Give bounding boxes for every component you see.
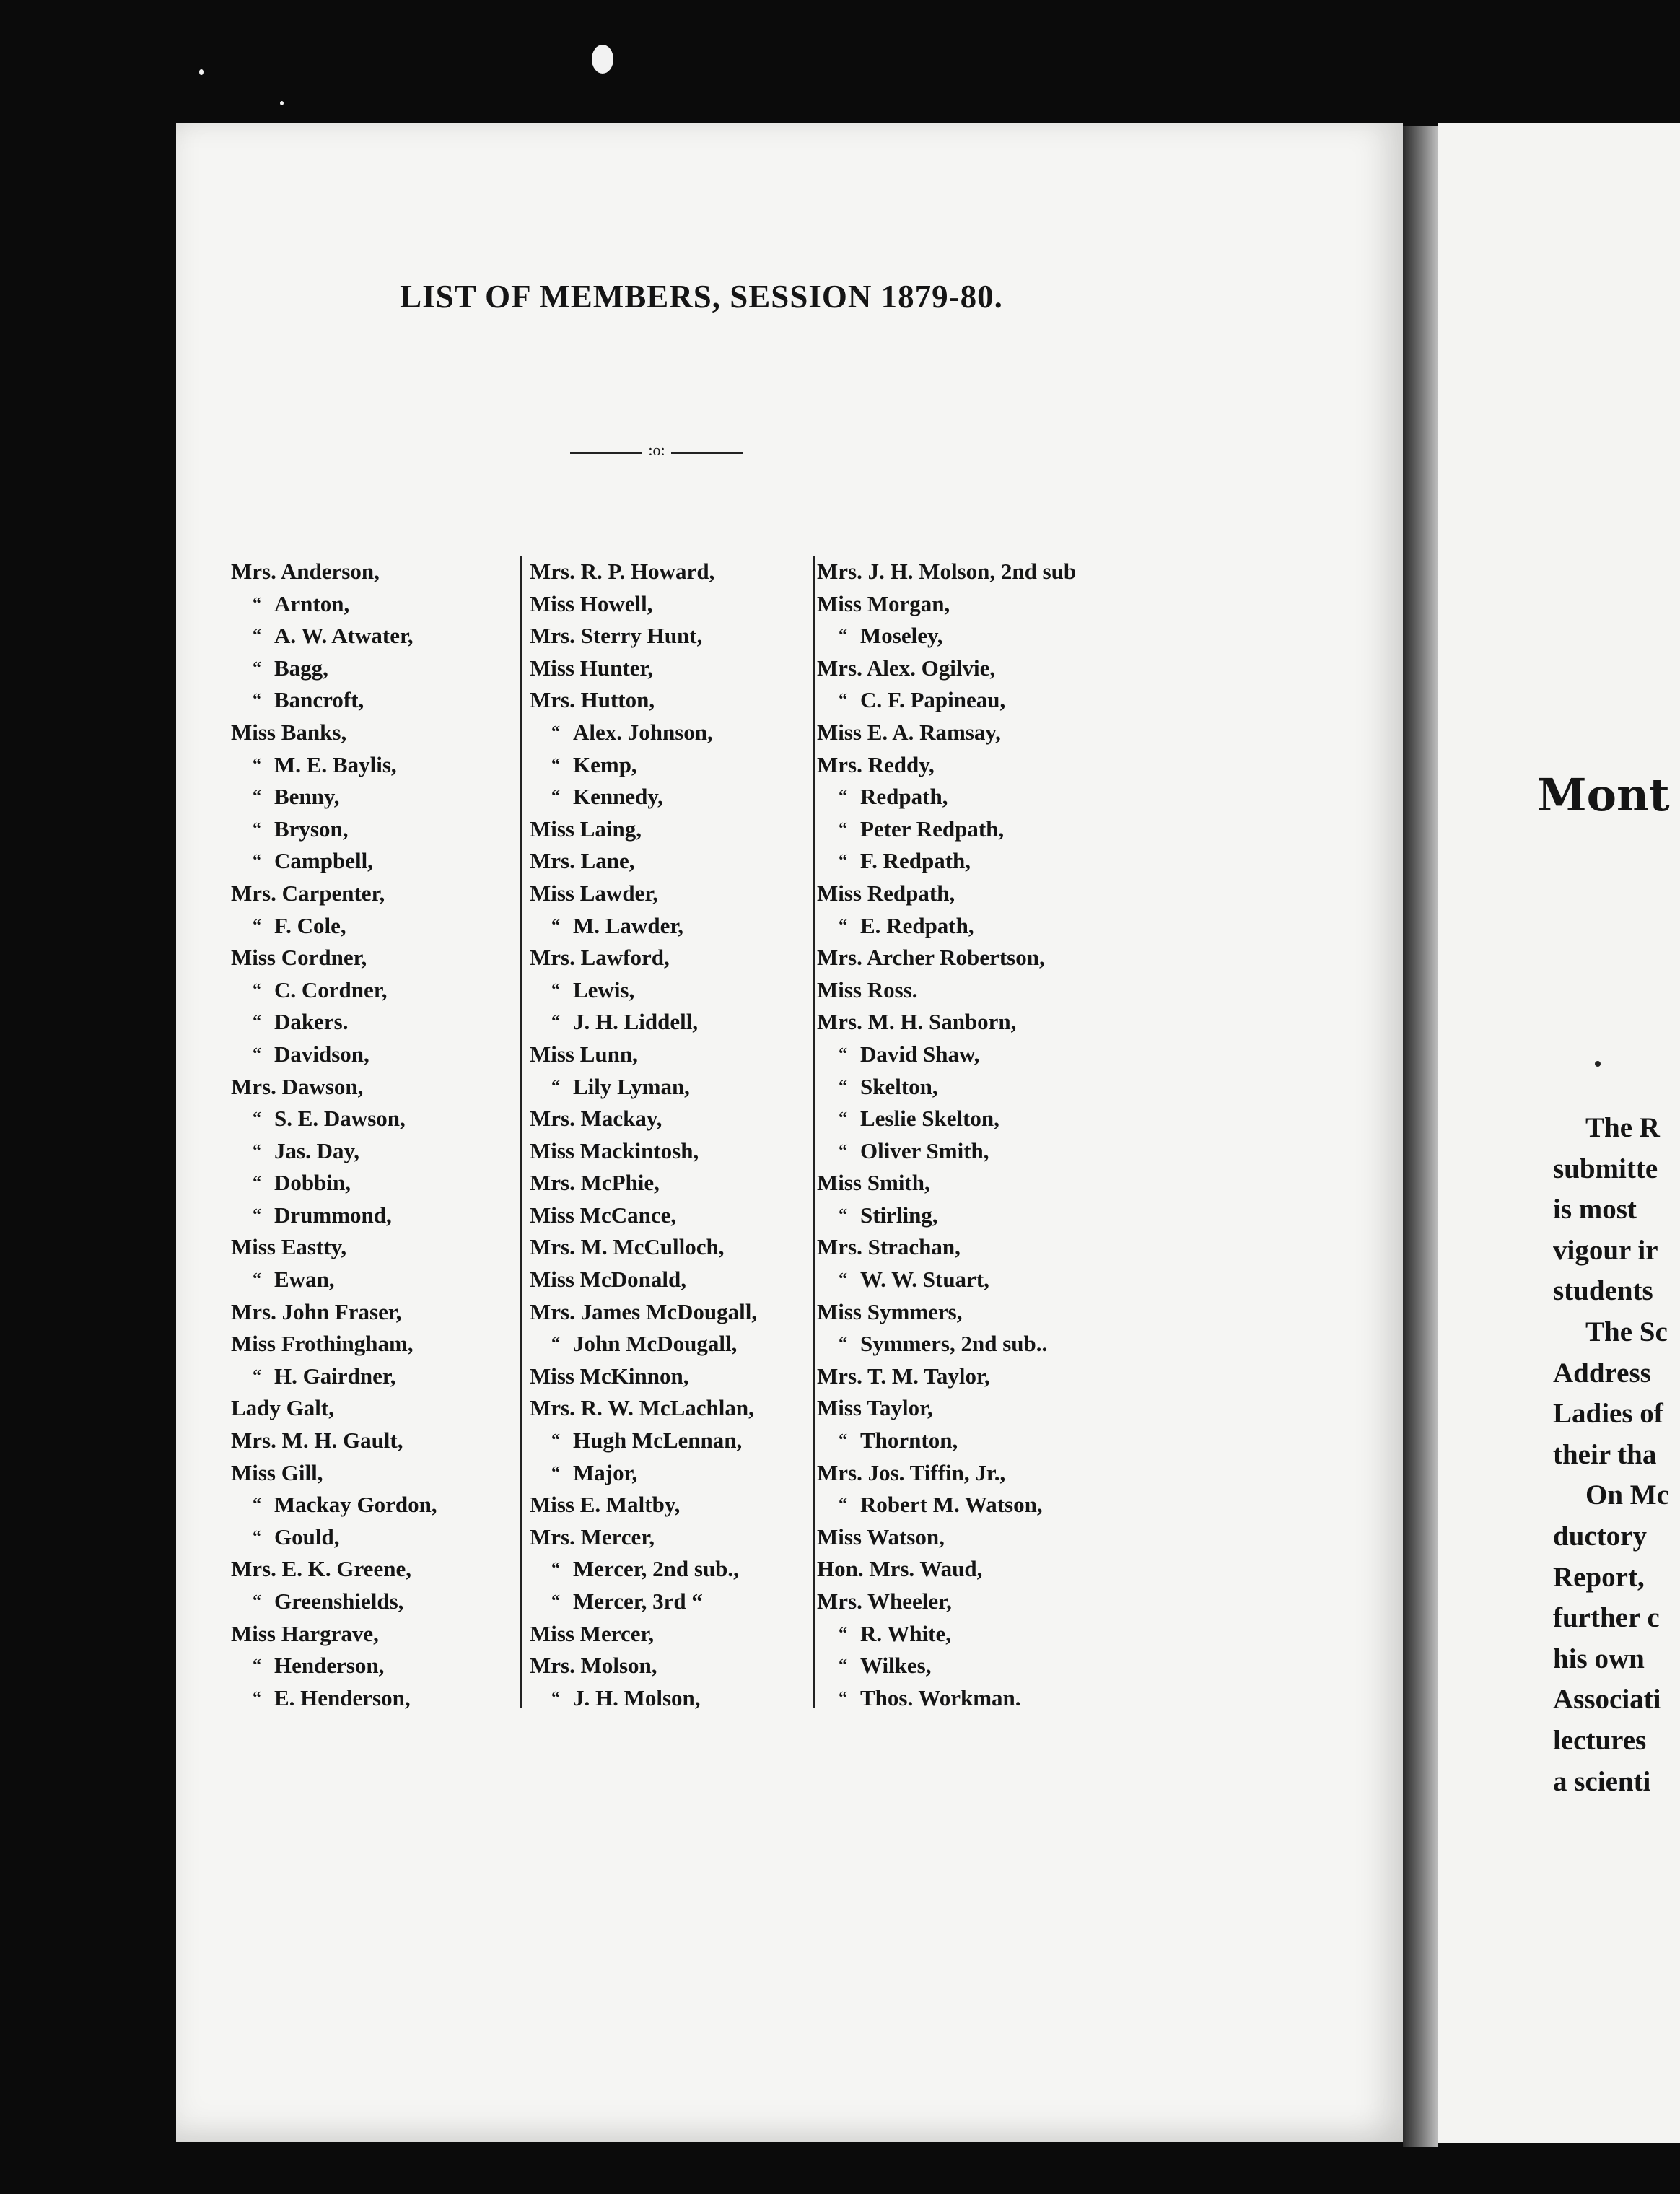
right-page-line: a scienti xyxy=(1553,1765,1651,1797)
page-title: LIST OF MEMBERS, SESSION 1879-80. xyxy=(400,279,1003,315)
book-gutter xyxy=(1403,126,1438,2147)
member-entry: Miss Ross. xyxy=(817,976,918,1002)
member-entry: “ Dakers. xyxy=(231,1006,437,1039)
member-column-1 xyxy=(231,556,437,1714)
member-entry: Mrs. T. M. Taylor, xyxy=(817,1363,990,1389)
member-entry: “ Mercer, 2nd sub., xyxy=(530,1553,757,1586)
member-entry: “ Mercer, 3rd “ xyxy=(530,1586,757,1618)
member-entry: “ Bancroft, xyxy=(231,684,437,717)
right-page-line: Ladies of xyxy=(1553,1398,1663,1430)
member-entry: Miss McDonald, xyxy=(530,1267,686,1293)
member-entry: “ Jas. Day, xyxy=(231,1135,437,1168)
member-entry: “ Thornton, xyxy=(817,1425,1076,1457)
member-entry: “ Kennedy, xyxy=(530,781,757,813)
right-page-heading: Mont xyxy=(1537,769,1670,821)
member-entry: “ Wilkes, xyxy=(817,1650,1076,1682)
right-page-dot xyxy=(1595,1061,1601,1067)
right-page-line: is most xyxy=(1553,1194,1637,1225)
member-entry: Mrs. M. H. Gault, xyxy=(231,1428,403,1454)
member-entry: “ E. Redpath, xyxy=(817,910,1076,943)
member-entry: “ Skelton, xyxy=(817,1071,1076,1103)
member-entry: “ Greenshields, xyxy=(231,1586,437,1618)
member-entry: “ M. Lawder, xyxy=(530,910,757,943)
member-entry: Miss Hargrave, xyxy=(231,1620,379,1646)
member-entry: “ Drummond, xyxy=(231,1199,437,1232)
member-entry: “ Leslie Skelton, xyxy=(817,1103,1076,1135)
member-entry: Mrs. Reddy, xyxy=(817,751,935,777)
right-page-line: vigour ir xyxy=(1553,1234,1658,1266)
member-entry: Miss Gill, xyxy=(231,1459,323,1485)
member-list xyxy=(807,556,1076,1714)
member-entry: “ John McDougall, xyxy=(530,1328,757,1360)
member-entry: “ Gould, xyxy=(231,1521,437,1554)
member-entry: “ Davidson, xyxy=(231,1039,437,1071)
member-entry: Mrs. Strachan, xyxy=(817,1234,961,1260)
member-entry: “ Hugh McLennan, xyxy=(530,1425,757,1457)
member-entry: Miss McCance, xyxy=(530,1202,677,1228)
right-page-line: students xyxy=(1553,1275,1653,1307)
member-entry: “ E. Henderson, xyxy=(231,1682,437,1715)
member-entry: “ H. Gairdner, xyxy=(231,1360,437,1393)
member-entry: Miss Redpath, xyxy=(817,880,955,906)
member-entry: Mrs. Hutton, xyxy=(530,687,655,713)
member-entry: “ R. White, xyxy=(817,1618,1076,1651)
member-entry: Mrs. Molson, xyxy=(530,1653,657,1679)
member-entry: Miss Taylor, xyxy=(817,1395,933,1421)
member-list xyxy=(231,556,437,1714)
member-entry: Miss Laing, xyxy=(530,816,642,842)
member-entry: Mrs. James McDougall, xyxy=(530,1298,758,1324)
member-entry: Mrs. R. P. Howard, xyxy=(530,559,715,584)
member-entry: Mrs. John Fraser, xyxy=(231,1298,402,1324)
member-entry: “ M. E. Baylis, xyxy=(231,749,437,782)
right-page-line: ductory xyxy=(1553,1520,1647,1552)
separator-line-right xyxy=(671,452,743,454)
member-entry: Miss Mackintosh, xyxy=(530,1137,699,1163)
member-entry: “ Redpath, xyxy=(817,781,1076,813)
member-entry: Miss Lawder, xyxy=(530,880,658,906)
right-page-line: further c xyxy=(1553,1602,1660,1634)
member-entry: “ Campbell, xyxy=(231,845,437,878)
member-entry: Mrs. Carpenter, xyxy=(231,880,385,906)
member-entry: “ Moseley, xyxy=(817,620,1076,652)
member-entry: Mrs. Mackay, xyxy=(530,1106,662,1132)
member-entry: “ F. Cole, xyxy=(231,910,437,943)
member-entry: Mrs. E. K. Greene, xyxy=(231,1556,411,1582)
member-entry: Mrs. McPhie, xyxy=(530,1170,660,1196)
right-page-line: his own xyxy=(1553,1643,1645,1674)
member-entry: “ A. W. Atwater, xyxy=(231,620,437,652)
member-entry: Miss Eastty, xyxy=(231,1234,347,1260)
right-page-line: Report, xyxy=(1553,1561,1645,1593)
member-entry: Miss Frothingham, xyxy=(231,1331,414,1357)
member-entry: “ Benny, xyxy=(231,781,437,813)
member-entry: “ Arnton, xyxy=(231,588,437,621)
member-entry: “ S. E. Dawson, xyxy=(231,1103,437,1135)
member-entry: “ Robert M. Watson, xyxy=(817,1489,1076,1521)
member-entry: “ Lewis, xyxy=(530,974,757,1007)
member-entry: Miss McKinnon, xyxy=(530,1363,689,1389)
member-entry: “ Bryson, xyxy=(231,813,437,846)
member-entry: Mrs. Lane, xyxy=(530,848,635,874)
member-entry: Miss Hunter, xyxy=(530,655,654,681)
member-entry: “ Peter Redpath, xyxy=(817,813,1076,846)
member-entry: “ Bagg, xyxy=(231,652,437,685)
member-entry: “ Lily Lyman, xyxy=(530,1071,757,1103)
member-entry: Miss Symmers, xyxy=(817,1298,963,1324)
member-entry: Mrs. Jos. Tiffin, Jr., xyxy=(817,1459,1006,1485)
right-page-line: lectures xyxy=(1553,1724,1647,1756)
member-entry: “ C. F. Papineau, xyxy=(817,684,1076,717)
member-entry: Miss Smith, xyxy=(817,1170,930,1196)
member-entry: “ Thos. Workman. xyxy=(817,1682,1076,1715)
member-entry: Miss Morgan, xyxy=(817,590,950,616)
member-entry: “ Kemp, xyxy=(530,749,757,782)
member-entry: Mrs. Dawson, xyxy=(231,1073,364,1099)
member-entry: Miss E. Maltby, xyxy=(530,1492,681,1518)
member-entry: Miss Watson, xyxy=(817,1524,945,1550)
member-entry: Miss E. A. Ramsay, xyxy=(817,719,1001,745)
right-page-line: The Sc xyxy=(1585,1316,1668,1347)
member-entry: “ F. Redpath, xyxy=(817,845,1076,878)
member-entry: Mrs. Anderson, xyxy=(231,559,380,584)
member-entry: “ David Shaw, xyxy=(817,1039,1076,1071)
member-entry: Mrs. Wheeler, xyxy=(817,1588,952,1614)
member-entry: “ Stirling, xyxy=(817,1199,1076,1232)
member-entry: Miss Banks, xyxy=(231,719,347,745)
member-entry: “ C. Cordner, xyxy=(231,974,437,1007)
member-column-3 xyxy=(807,556,1076,1714)
member-entry: “ Major, xyxy=(530,1457,757,1490)
member-entry: Mrs. Archer Robertson, xyxy=(817,945,1045,971)
member-entry: Hon. Mrs. Waud, xyxy=(817,1556,983,1582)
member-entry: Mrs. M. McCulloch, xyxy=(530,1234,725,1260)
right-page-line: submitte xyxy=(1553,1153,1658,1184)
member-entry: Mrs. R. W. McLachlan, xyxy=(530,1395,754,1421)
member-entry: “ Alex. Johnson, xyxy=(530,717,757,749)
member-entry: Mrs. Sterry Hunt, xyxy=(530,623,703,649)
member-entry: Miss Cordner, xyxy=(231,945,367,971)
right-page-line: Associati xyxy=(1553,1684,1661,1716)
member-entry: “ Henderson, xyxy=(231,1650,437,1682)
member-list xyxy=(520,556,757,1714)
member-entry: “ Mackay Gordon, xyxy=(231,1489,437,1521)
member-entry: Miss Howell, xyxy=(530,590,653,616)
right-page-line: Address xyxy=(1553,1357,1651,1389)
member-entry: Mrs. Alex. Ogilvie, xyxy=(817,655,996,681)
right-page-line: their tha xyxy=(1553,1438,1657,1470)
member-entry: “ J. H. Molson, xyxy=(530,1682,757,1715)
member-entry: Mrs. Lawford, xyxy=(530,945,670,971)
right-page-line: The R xyxy=(1585,1112,1660,1143)
member-entry: Mrs. M. H. Sanborn, xyxy=(817,1009,1017,1035)
member-entry: “ Oliver Smith, xyxy=(817,1135,1076,1168)
member-column-2 xyxy=(520,556,757,1714)
member-entry: “ J. H. Liddell, xyxy=(530,1006,757,1039)
member-entry: “ W. W. Stuart, xyxy=(817,1264,1076,1296)
member-entry: Lady Galt, xyxy=(231,1395,334,1421)
right-page-text xyxy=(1553,1108,1669,1802)
member-entry: Miss Mercer, xyxy=(530,1620,655,1646)
member-entry: “ Ewan, xyxy=(231,1264,437,1296)
member-entry: Miss Lunn, xyxy=(530,1041,638,1067)
member-entry: Mrs. Mercer, xyxy=(530,1524,655,1550)
separator-mark: :o: xyxy=(648,441,665,459)
member-entry: “ Dobbin, xyxy=(231,1167,437,1199)
member-entry: “ Symmers, 2nd sub.. xyxy=(817,1328,1076,1360)
right-page-line: On Mc xyxy=(1585,1480,1669,1511)
member-entry: Mrs. J. H. Molson, 2nd sub xyxy=(817,559,1077,584)
title-separator xyxy=(570,441,743,460)
